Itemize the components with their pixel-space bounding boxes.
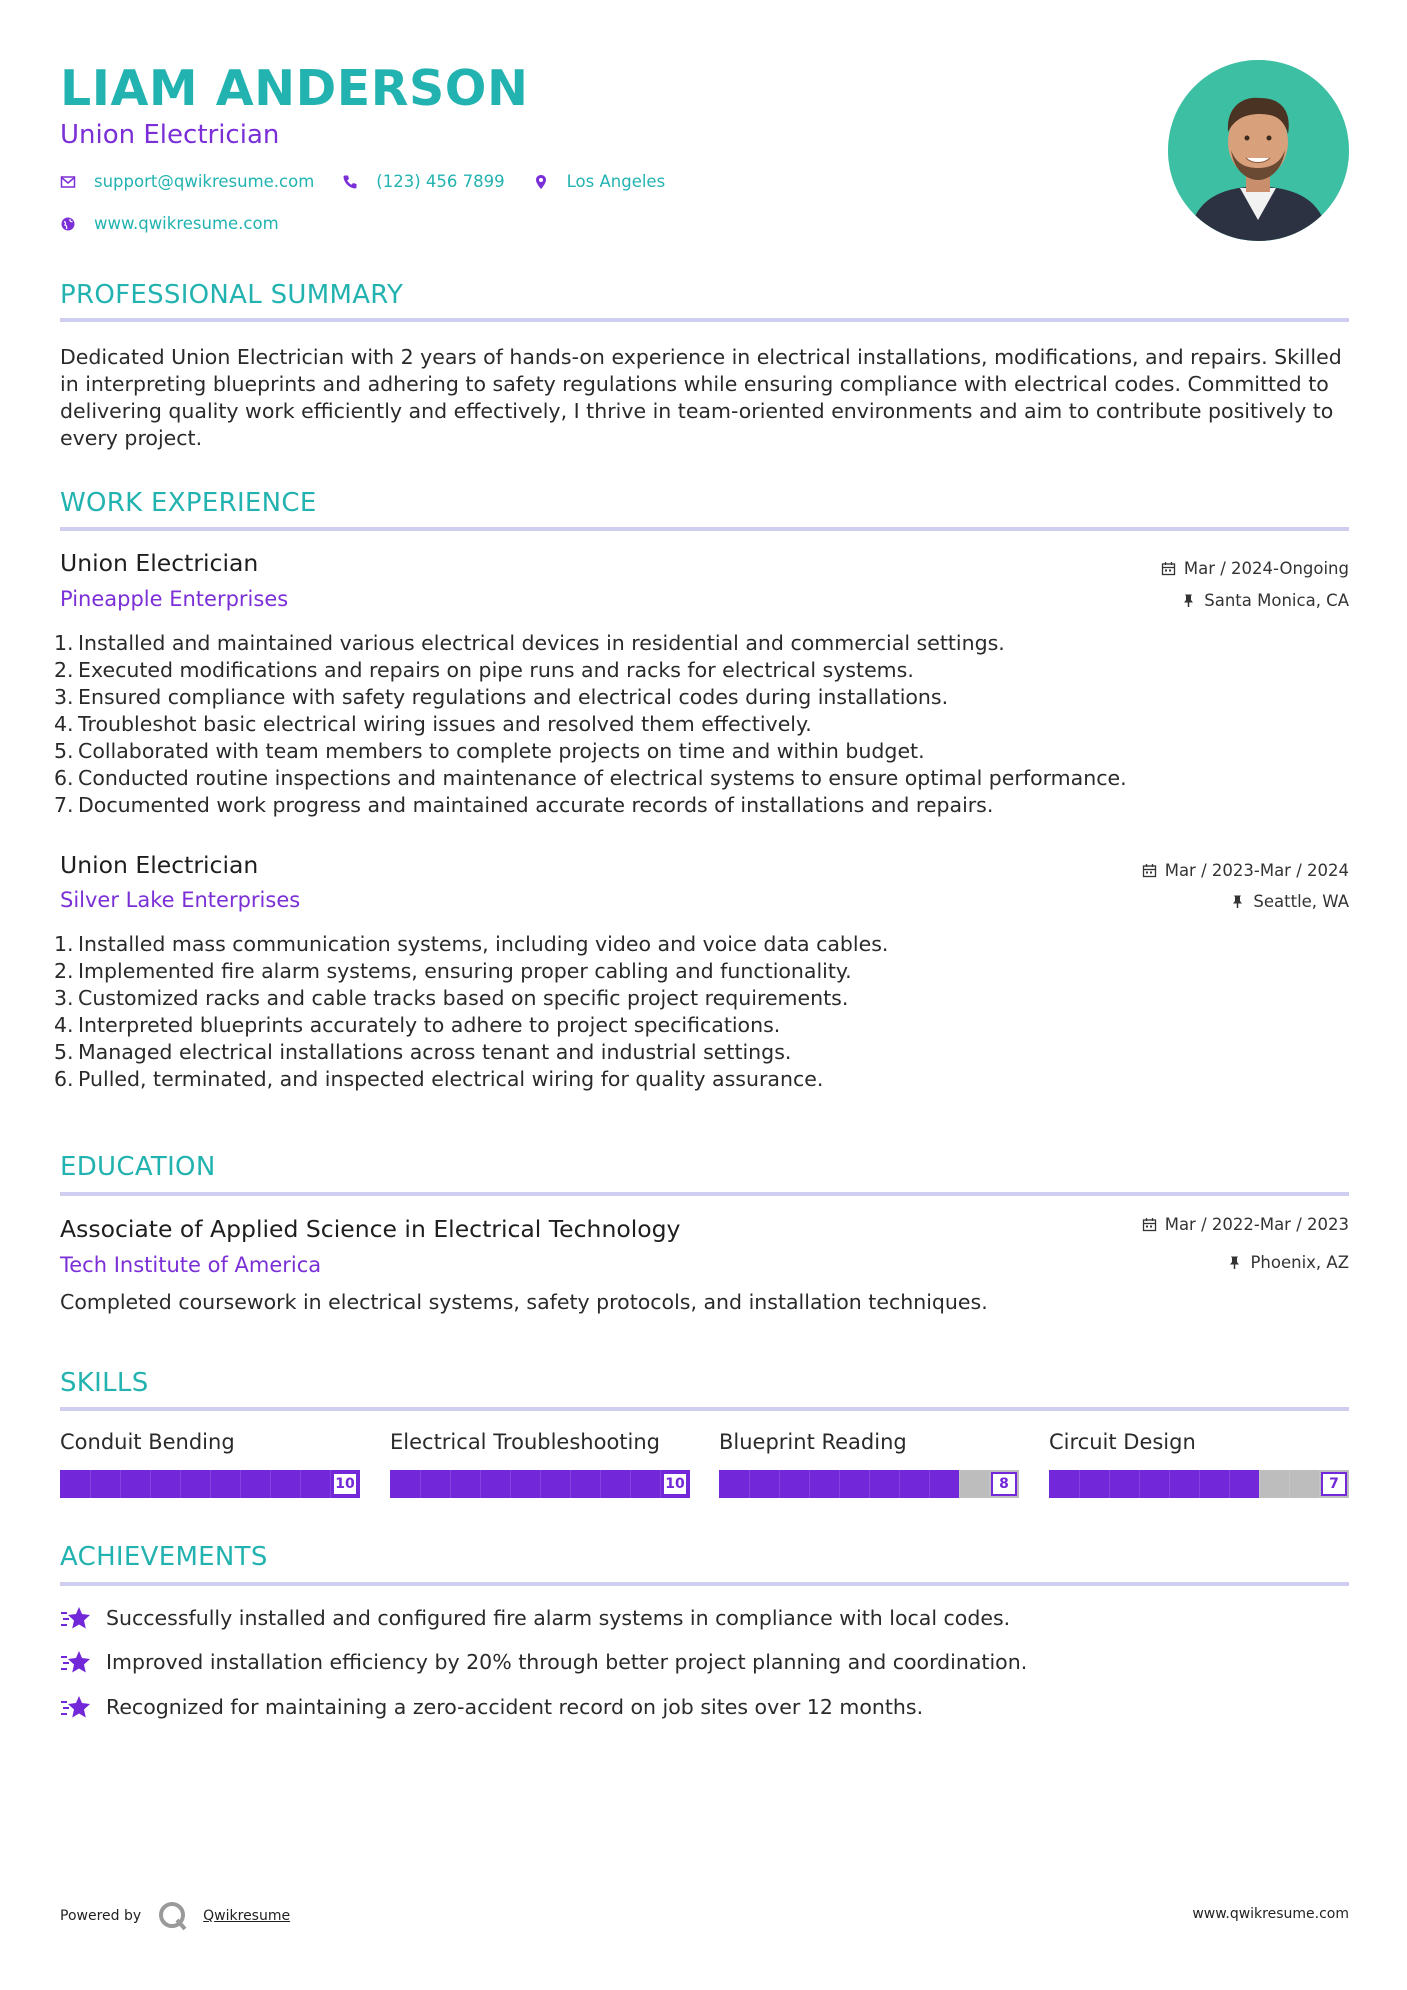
summary-text: Dedicated Union Electrician with 2 years of hands-on experience in electrical installations, modifications, and repairs. Skilled in interpreting blueprints and adhering to safety regulations while ensuring compliance with electrical codes. Committed to delivering quality work efficiently and effectively, I thrive in team-oriented environments and aim to contribute positively to every project. (60, 345, 1342, 450)
skill-bar-segment (1199, 1470, 1200, 1498)
skill-bar-segment (749, 1470, 750, 1498)
job-dates-text: Mar / 2024-Ongoing (1183, 559, 1349, 578)
skill-item (1049, 1430, 1349, 1498)
skill-bar-segment (1319, 1470, 1320, 1498)
map-pin-icon (533, 174, 549, 190)
list-item: 1. Installed mass communication systems, including video and voice data cables. (54, 932, 889, 956)
skill-bar (1049, 1470, 1349, 1498)
list-item: 1. Installed and maintained various electrical devices in residential and commercial settings. (54, 631, 1005, 655)
list-item: 3. Customized racks and cable tracks based on specific project requirements. (54, 986, 849, 1010)
education-location-text: Phoenix, AZ (1250, 1253, 1349, 1272)
list-item: 4. Interpreted blueprints accurately to adhere to project specifications. (54, 1013, 781, 1037)
section-divider (60, 1407, 1349, 1411)
phone-icon (342, 174, 358, 190)
skill-bar-segment (450, 1470, 451, 1498)
job-location (1181, 591, 1349, 610)
skill-bar-segment (989, 1470, 990, 1498)
calendar-icon (1142, 863, 1157, 878)
skill-bar-segment (510, 1470, 511, 1498)
pushpin-icon (1227, 1255, 1242, 1270)
skills-heading: SKILLS (60, 1368, 149, 1398)
skill-bar-segment (480, 1470, 481, 1498)
education-heading: EDUCATION (60, 1152, 216, 1182)
footer-website[interactable]: www.qwikresume.com (1192, 1906, 1349, 1922)
powered-by-label: Powered by (60, 1908, 142, 1924)
job-dates-text: Mar / 2023-Mar / 2024 (1164, 861, 1349, 880)
candidate-name: LIAM ANDERSON (60, 60, 529, 117)
skill-name: Conduit Bending (60, 1430, 235, 1454)
skill-bar-segment (1259, 1470, 1260, 1498)
section-divider (60, 1582, 1349, 1586)
job-bullets (54, 630, 1344, 819)
calendar-icon (1161, 561, 1176, 576)
skill-bar-segment (570, 1470, 571, 1498)
skill-bar-segment (660, 1470, 661, 1498)
experience-heading: WORK EXPERIENCE (60, 488, 317, 518)
company-name: Silver Lake Enterprises (60, 888, 301, 912)
education-location (1227, 1253, 1349, 1272)
skill-bar-segment (809, 1470, 810, 1498)
skill-bar-segment (420, 1470, 421, 1498)
skill-bar-segment (929, 1470, 930, 1498)
job-title: Union Electrician (60, 549, 259, 577)
skill-bar-segment (1079, 1470, 1080, 1498)
qwikresume-link[interactable]: Qwikresume (203, 1908, 291, 1924)
company-name: Pineapple Enterprises (60, 587, 289, 611)
job-title: Union Electrician (60, 851, 259, 879)
list-item: 6. Pulled, terminated, and inspected electrical wiring for quality assurance. (54, 1067, 824, 1091)
skill-bar-segment (1229, 1470, 1230, 1498)
list-item: 5. Managed electrical installations across tenant and industrial settings. (54, 1040, 792, 1064)
skill-bar-fill (1049, 1470, 1259, 1498)
education-dates (1142, 1215, 1349, 1234)
skill-bar-segment (240, 1470, 241, 1498)
achievement-text: Recognized for maintaining a zero-accident record on job sites over 12 months. (106, 1695, 924, 1719)
job-dates (1161, 559, 1349, 578)
skill-bar-segment (630, 1470, 631, 1498)
skill-bar-segment (90, 1470, 91, 1498)
skill-bar-segment (300, 1470, 301, 1498)
skill-bar-segment (1139, 1470, 1140, 1498)
job-bullets (54, 931, 1344, 1093)
skill-level-badge: 8 (991, 1472, 1017, 1496)
skill-bar-segment (120, 1470, 121, 1498)
skill-bar (719, 1470, 1019, 1498)
skill-bar-segment (270, 1470, 271, 1498)
section-divider (60, 1192, 1349, 1196)
contact-location (533, 172, 666, 191)
star-icon (60, 1648, 92, 1676)
degree-title: Associate of Applied Science in Electrical Technology (60, 1215, 681, 1243)
contact-phone[interactable] (342, 172, 504, 191)
contact-row (60, 172, 693, 191)
skill-item (60, 1430, 360, 1498)
skill-item (719, 1430, 1019, 1498)
education-description: Completed coursework in electrical systems, safety protocols, and installation techniques. (60, 1290, 988, 1314)
contact-email[interactable] (60, 172, 314, 191)
star-icon (60, 1693, 92, 1721)
skill-bar-segment (150, 1470, 151, 1498)
contact-row-web (60, 214, 307, 233)
footer-powered-by (60, 1900, 290, 1932)
location-text: Los Angeles (566, 172, 666, 191)
job-location (1230, 892, 1349, 911)
skill-bar-segment (779, 1470, 780, 1498)
skill-bar (60, 1470, 360, 1498)
skill-name: Blueprint Reading (719, 1430, 907, 1454)
qwikresume-logo-icon (157, 1900, 189, 1932)
school-name: Tech Institute of America (60, 1253, 322, 1277)
candidate-role: Union Electrician (60, 120, 280, 150)
list-item: 2. Executed modifications and repairs on pipe runs and racks for electrical systems. (54, 658, 914, 682)
skill-item (390, 1430, 690, 1498)
list-item: 5. Collaborated with team members to complete projects on time and within budget. (54, 739, 925, 763)
contact-website[interactable] (60, 214, 279, 233)
skill-bar-segment (869, 1470, 870, 1498)
skill-bar-segment (180, 1470, 181, 1498)
summary-heading: PROFESSIONAL SUMMARY (60, 280, 404, 310)
skill-level-badge: 7 (1321, 1472, 1347, 1496)
section-divider (60, 527, 1349, 531)
skill-bar-segment (210, 1470, 211, 1498)
skill-bar-segment (1169, 1470, 1170, 1498)
skill-bar-segment (330, 1470, 331, 1498)
achievement-item (60, 1648, 1027, 1676)
education-dates-text: Mar / 2022-Mar / 2023 (1164, 1215, 1349, 1234)
skill-bar-segment (1109, 1470, 1110, 1498)
skill-level-badge: 10 (332, 1472, 358, 1496)
skill-bar (390, 1470, 690, 1498)
skill-bar-segment (839, 1470, 840, 1498)
job-dates (1142, 861, 1349, 880)
email-text: support@qwikresume.com (94, 172, 315, 191)
skill-name: Electrical Troubleshooting (390, 1430, 661, 1454)
pushpin-icon (1230, 894, 1245, 909)
skill-name: Circuit Design (1049, 1430, 1196, 1454)
achievement-item (60, 1604, 1010, 1632)
job-location-text: Santa Monica, CA (1204, 591, 1349, 610)
list-item: 7. Documented work progress and maintained accurate records of installations and repairs. (54, 793, 994, 817)
phone-text: (123) 456 7899 (376, 172, 505, 191)
achievement-item (60, 1693, 923, 1721)
achievements-heading: ACHIEVEMENTS (60, 1542, 268, 1572)
skill-bar-segment (899, 1470, 900, 1498)
skill-bar-segment (1289, 1470, 1290, 1498)
globe-icon (60, 216, 76, 232)
star-icon (60, 1604, 92, 1632)
website-text: www.qwikresume.com (94, 214, 279, 233)
calendar-icon (1142, 1217, 1157, 1232)
skill-bar-segment (600, 1470, 601, 1498)
skill-bar-segment (959, 1470, 960, 1498)
list-item: 3. Ensured compliance with safety regulations and electrical codes during installations. (54, 685, 949, 709)
profile-photo (1168, 60, 1349, 241)
section-divider (60, 318, 1349, 322)
job-location-text: Seattle, WA (1253, 892, 1349, 911)
achievement-text: Successfully installed and configured fire alarm systems in compliance with local codes. (106, 1606, 1011, 1630)
list-item: 2. Implemented fire alarm systems, ensuring proper cabling and functionality. (54, 959, 852, 983)
skill-level-badge: 10 (662, 1472, 688, 1496)
list-item: 4. Troubleshot basic electrical wiring issues and resolved them effectively. (54, 712, 812, 736)
skill-bar-segment (540, 1470, 541, 1498)
pushpin-icon (1181, 593, 1196, 608)
achievement-text: Improved installation efficiency by 20% through better project planning and coordination. (106, 1650, 1028, 1674)
envelope-icon (60, 174, 76, 190)
list-item: 6. Conducted routine inspections and maintenance of electrical systems to ensure optimal performance. (54, 766, 1127, 790)
